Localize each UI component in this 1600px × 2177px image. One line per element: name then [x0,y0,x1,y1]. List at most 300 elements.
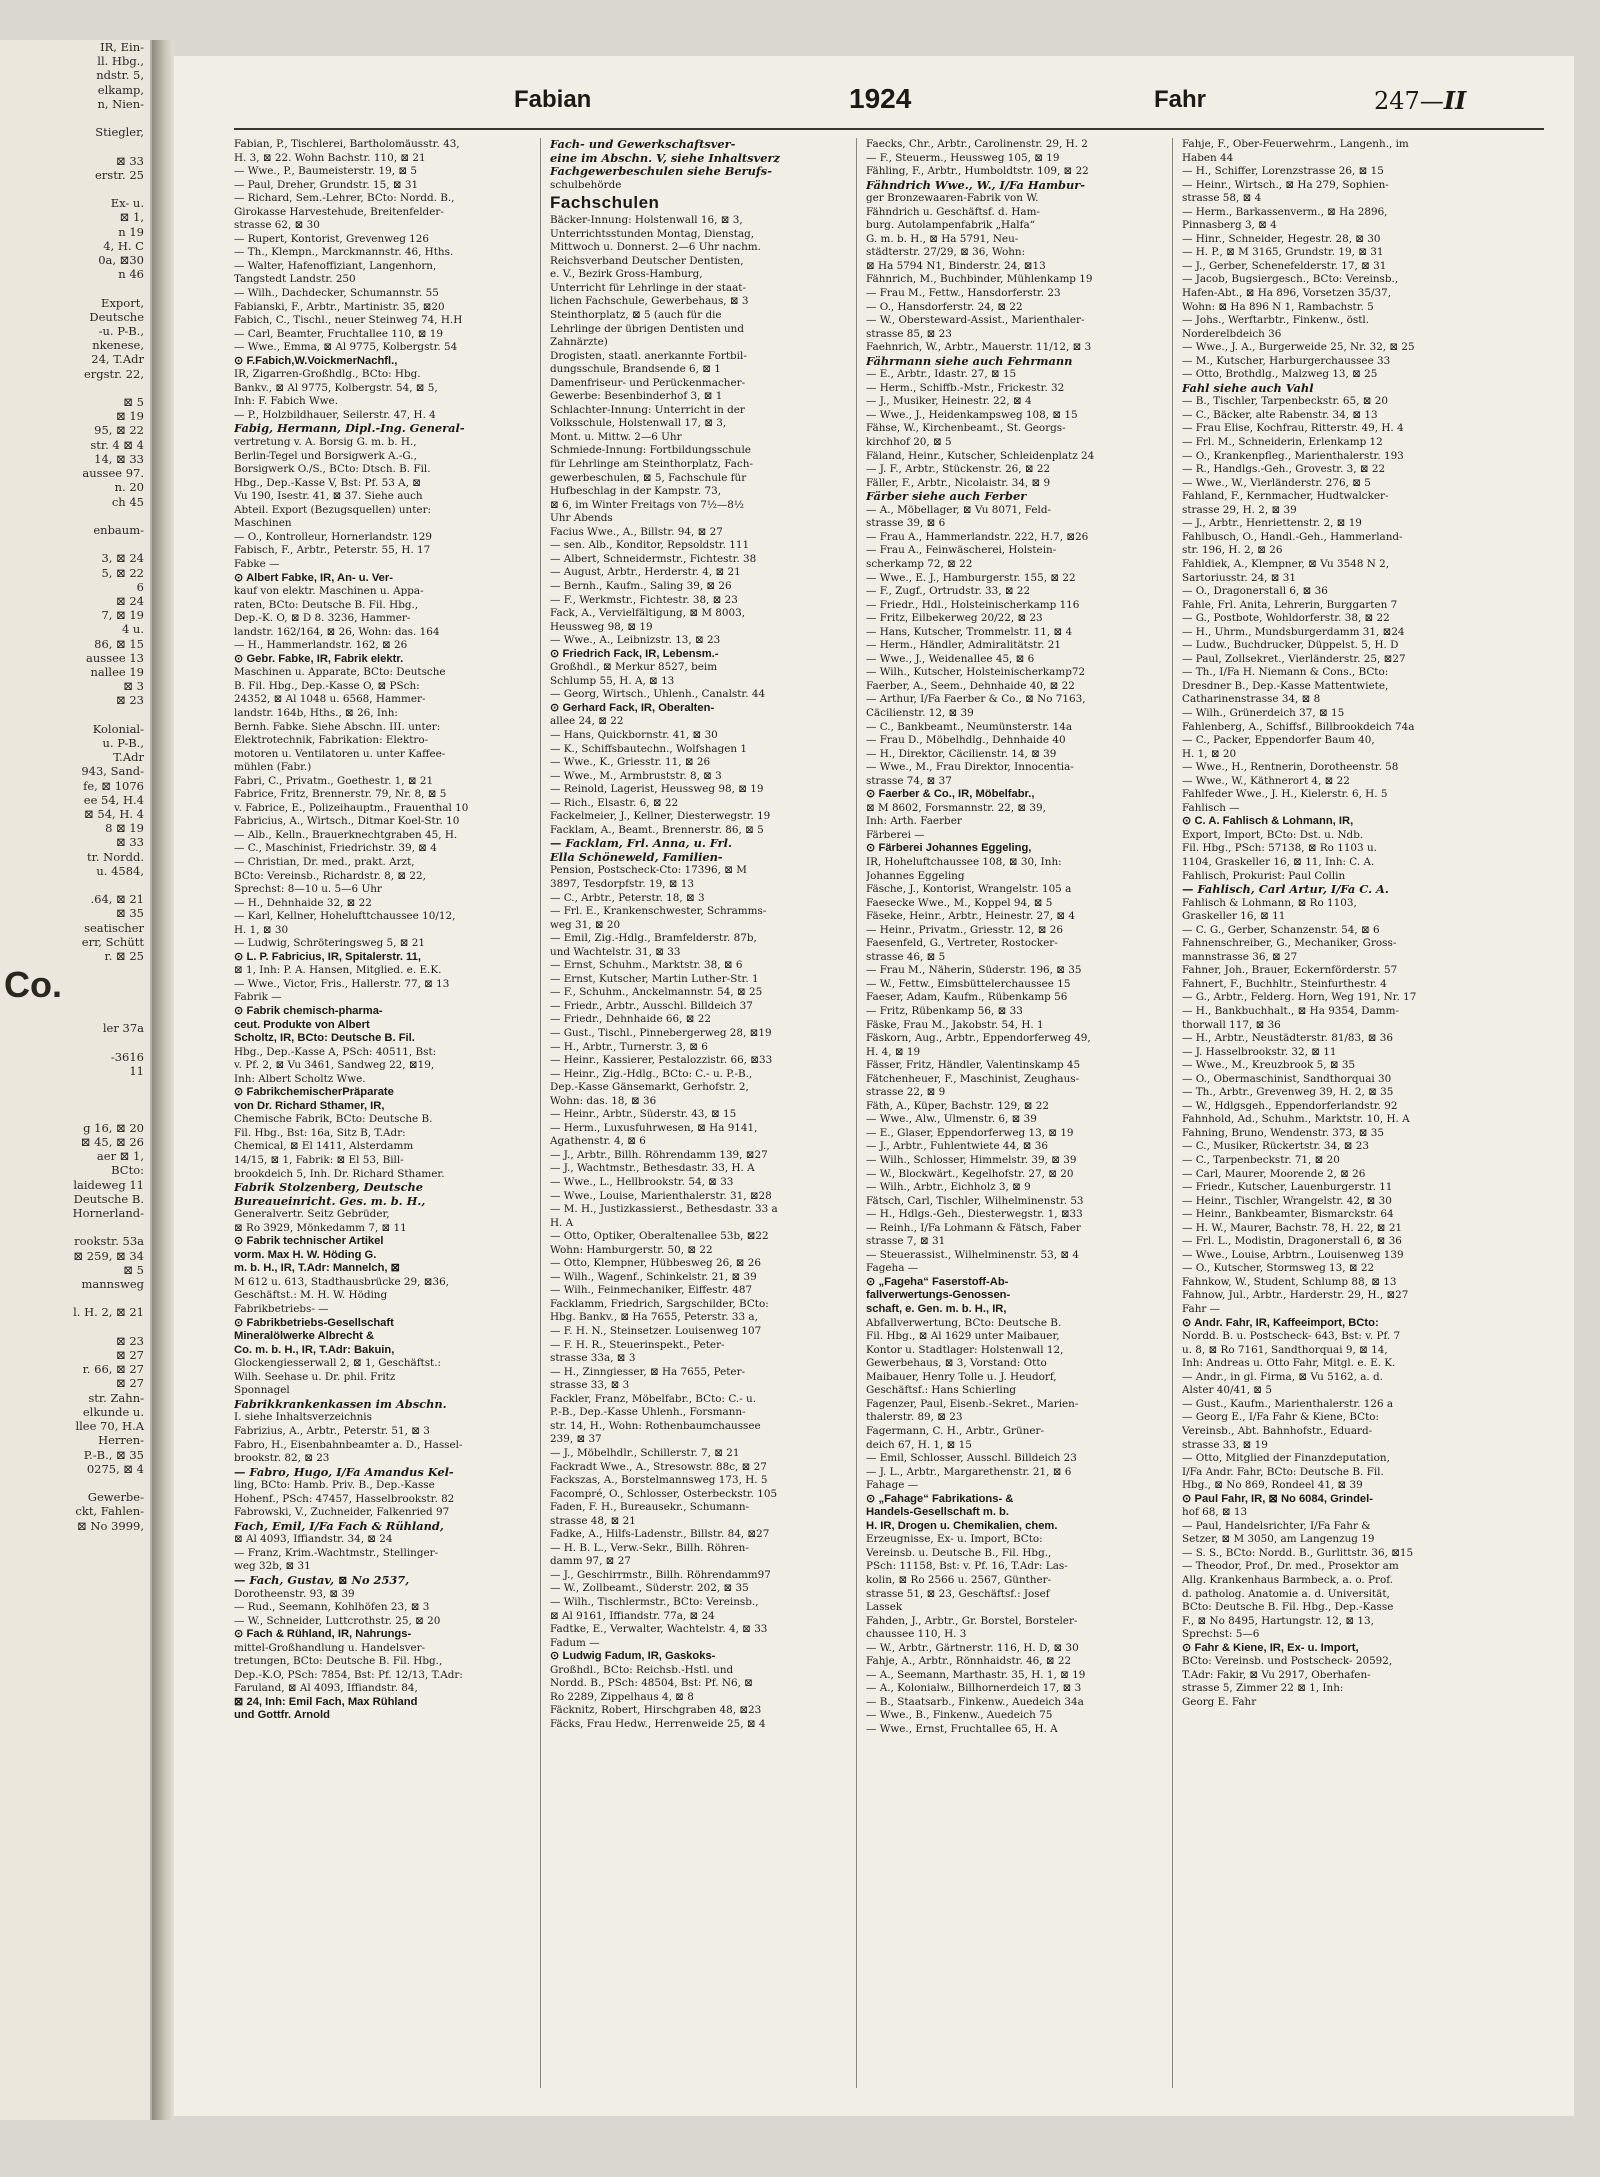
directory-entry: — H., Hammerlandstr. 162, ⊠ 26 [234,639,408,652]
directory-entry: Färber siehe auch Ferber [866,490,1027,504]
directory-entry: strasse 5, Zimmer 22 ⊠ 1, Inh: [1182,1682,1344,1695]
directory-entry: H. 3, ⊠ 22. Wohn Bachstr. 110, ⊠ 21 [234,151,426,164]
directory-entry: Fabricius, A., Wirtsch., Ditmar Koel-Str. 10 [234,815,460,828]
prev-page-fragment: ⊠ 23 [116,693,144,708]
directory-entry: — M. H., Justizkassierst., Bethesdastr. 33 a [550,1203,778,1216]
column-divider [856,138,857,2088]
directory-entry: ⊙ Paul Fahr, IR, ⊠ No 6084, Grindel- [1182,1492,1373,1505]
directory-entry: H. 4, ⊠ 19 [866,1045,921,1058]
directory-entry: ⊙ Andr. Fahr, IR, Kaffeeimport, BCto: [1182,1316,1379,1329]
directory-entry: — Frau M., Fettw., Hansdorferstr. 23 [866,287,1061,300]
prev-page-fragment: ⊠ 5 [123,1262,144,1277]
directory-entry: Unterricht für Lehrlinge in der staat- [550,281,746,294]
directory-entry: — Gust., Kaufm., Marienthalerstr. 126 a [1182,1397,1394,1410]
header-right-catchword: Fahr [1154,86,1207,113]
directory-entry: Fabrik — [234,991,282,1004]
page-header [174,56,1574,136]
prev-page-fragment: ch 45 [111,494,144,509]
directory-entry: — S. S., BCto: Nordd. B., Gurlittstr. 36, ⊠15 [1182,1546,1414,1559]
directory-entry: Steinthorplatz, ⊠ 5 (auch für die [550,309,722,322]
directory-entry: — H., Hdlgs.-Geh., Diesterwegstr. 1, ⊠33 [866,1208,1083,1221]
directory-entry: — Wilh., Dachdecker, Schumannstr. 55 [234,287,439,300]
directory-entry: — C., Arbtr., Peterstr. 18, ⊠ 3 [550,891,705,904]
directory-entry: — Wwe., A., Leibnizstr. 13, ⊠ 23 [550,634,721,647]
prev-page-large-fragment: Co. [4,964,62,1006]
prev-page-fragment: ler 37a [102,1021,144,1036]
directory-entry: Bankv., ⊠ Al 9775, Kolbergstr. 54, ⊠ 5, [234,381,438,394]
directory-entry: Dresdner B., Dep.-Kasse Mattentwiete, [1182,679,1389,692]
directory-entry: — Carl, Maurer, Moorende 2, ⊠ 26 [1182,1167,1366,1180]
prev-page-fragment: tr. Nordd. [86,849,144,864]
directory-entry: — J., Wachtmstr., Bethesdastr. 33, H. A [550,1162,755,1175]
prev-page-fragment: llee 70, H.A [75,1419,144,1434]
directory-entry: Fil. Hbg., Bst: 16a, Sitz B, T.Adr: [234,1126,406,1139]
directory-entry: Fäske, Frau M., Jakobstr. 54, H. 1 [866,1018,1044,1031]
directory-entry: Setzer, ⊠ M 3050, am Langenzug 19 [1182,1533,1375,1546]
directory-entry: Fagermann, C. H., Arbtr., Grüner- [866,1424,1044,1437]
directory-entry: — C., Maschinist, Friedrichstr. 39, ⊠ 4 [234,842,437,855]
directory-entry: — O., Hansdorferstr. 24, ⊠ 22 [866,300,1023,313]
directory-entry: weg 31, ⊠ 20 [550,918,621,931]
previous-page-fragment [0,40,152,2120]
directory-entry: — R., Handlgs.-Geh., Grovestr. 3, ⊠ 22 [1182,463,1386,476]
directory-entry: Erzeugnisse, Ex- u. Import, BCto: [866,1533,1043,1546]
directory-entry: scherkamp 72, ⊠ 22 [866,557,973,570]
directory-entry: — Wwe., H., Rentnerin, Dorotheenstr. 58 [1182,761,1399,774]
directory-entry: Fahlbusch, O., Handl.-Geh., Hammerland- [1182,530,1403,543]
directory-entry: Graskeller 16, ⊠ 11 [1182,910,1286,923]
directory-entry: brookstr. 82, ⊠ 23 [234,1452,330,1465]
directory-entry: — Rupert, Kontorist, Grevenweg 126 [234,232,429,245]
directory-entry: — Th., Arbtr., Grevenweg 39, H. 2, ⊠ 35 [1182,1086,1394,1099]
prev-page-fragment: ⊠ 35 [116,906,144,921]
directory-entry: — J., Musiker, Heinestr. 22, ⊠ 4 [866,395,1032,408]
directory-entry: Hafen-Abt., ⊠ Ha 896, Vorsetzen 35/37, [1182,287,1391,300]
directory-entry: — Frau A., Feinwäscherei, Holstein- [866,544,1057,557]
directory-entry: strasse 22, ⊠ 9 [866,1086,946,1099]
directory-entry: Vu 190, Isestr. 41, ⊠ 37. Siehe auch [234,490,423,503]
directory-entry: Fahlisch & Lohmann, ⊠ Ro 1103, [1182,896,1357,909]
directory-entry: — H., Uhrm., Mundsburgerdamm 31, ⊠24 [1182,625,1405,638]
directory-entry: Fach, Emil, I/Fa Fach & Rühland, [234,1519,444,1533]
directory-entry: — F. H. R., Steuerinspekt., Peter- [550,1338,725,1351]
directory-entry: Fabri, C., Privatm., Goethestr. 1, ⊠ 21 [234,774,434,787]
directory-entry: — Wwe., Emma, ⊠ Al 9775, Kolbergstr. 54 [234,341,458,354]
prev-page-fragment: laideweg 11 [73,1177,144,1192]
prev-page-fragment: 4, H. C [103,238,144,253]
directory-entry: — Wwe., M., Kreuzbrook 5, ⊠ 35 [1182,1059,1356,1072]
directory-entry: Abfallverwertung, BCto: Deutsche B. [866,1316,1062,1329]
directory-entry: kauf von elektr. Maschinen u. Appa- [234,585,424,598]
directory-entry: — E., Glaser, Eppendorferweg 13, ⊠ 19 [866,1126,1074,1139]
directory-entry: Fäskorn, Aug., Arbtr., Eppendorferweg 49, [866,1032,1091,1045]
directory-entry: Fahl siehe auch Vahl [1182,381,1314,395]
directory-entry: brookdeich 5, Inh. Dr. Richard Sthamer. [234,1167,445,1180]
prev-page-fragment: Gewerbe- [87,1490,144,1505]
directory-entry: — Wilh., Grünerdeich 37, ⊠ 15 [1182,706,1345,719]
directory-entry: Gewerbehaus, ⊠ 3, Vorstand: Otto [866,1357,1047,1370]
prev-page-fragment [0,1107,150,1121]
directory-entry: Fäland, Heinr., Kutscher, Schleidenplatz 24 [866,449,1095,462]
directory-entry: allee 24, ⊠ 22 [550,715,624,728]
prev-page-fragment: ndstr. 5, [96,68,144,83]
directory-entry: — H., Schiffer, Lorenzstrasse 26, ⊠ 15 [1182,165,1384,178]
directory-entry: Fahlfeder Wwe., J. H., Kielerstr. 6, H. 5 [1182,788,1388,801]
directory-entry: ⊙ Fabrikbetriebs-Gesellschaft [234,1316,394,1329]
directory-entry: — Fahlisch, Carl Artur, I/Fa C. A. [1182,883,1389,897]
directory-entry: Abteil. Export (Bezugsquellen) unter: [234,503,432,516]
directory-entry: — Johs., Werftarbtr., Finkenw., östl. [1182,314,1370,327]
directory-entry: — Friedr., Dehnhaide 66, ⊠ 22 [550,1013,711,1026]
directory-entry: Hbg. Bankv., ⊠ Ha 7655, Peterstr. 33 a, [550,1311,758,1324]
directory-entry: — Paul, Dreher, Grundstr. 15, ⊠ 31 [234,178,419,191]
prev-page-fragment: 7, ⊠ 19 [101,608,144,623]
directory-entry: — W., Zollbeamt., Süderstr. 202, ⊠ 35 [550,1582,749,1595]
header-left-catchword: Fabian [514,86,592,113]
header-year: 1924 [849,83,912,114]
prev-page-fragment: aer ⊠ 1, [96,1149,144,1164]
directory-entry: Fähling, F., Arbtr., Humboldtstr. 109, ⊠ 22 [866,165,1089,178]
column-4 [1182,138,1478,2088]
directory-entry: — Georg, Wirtsch., Uhlenh., Canalstr. 44 [550,688,766,701]
prev-page-fragment [0,537,150,551]
directory-entry: Fahje, A., Arbtr., Rönnhaidstr. 46, ⊠ 22 [866,1655,1072,1668]
directory-entry: H. IR, Drogen u. Chemikalien, chem. [866,1519,1058,1532]
directory-entry: Großhdl., ⊠ Merkur 8527, beim [550,661,718,674]
directory-entry: — Theodor, Prof., Dr. med., Prosektor am [1182,1560,1399,1573]
directory-entry: — Karl, Kellner, Hohelufttchaussee 10/12, [234,910,456,923]
directory-entry: landstr. 164b, Hths., ⊠ 26, Inh: [234,706,398,719]
directory-entry: — C., Musiker, Rückertstr. 34, ⊠ 23 [1182,1140,1369,1153]
directory-entry: — Friedr., Hdl., Holsteinischerkamp 116 [866,598,1080,611]
prev-page-fragment [0,1092,150,1106]
directory-entry: e. V., Bezirk Gross-Hamburg, [550,268,703,281]
directory-entry: str. 196, H. 2, ⊠ 26 [1182,544,1283,557]
directory-entry: — Franz, Krim.-Wachtmstr., Stellinger- [234,1546,439,1559]
directory-entry: — J., Arbtr., Billh. Röhrendamm 139, ⊠27 [550,1148,768,1161]
directory-entry: strasse 46, ⊠ 5 [866,950,946,963]
directory-entry: damm 97, ⊠ 27 [550,1555,631,1568]
directory-entry: Faerber, A., Seem., Dehnhaide 40, ⊠ 22 [866,679,1075,692]
prev-page-fragment: erstr. 25 [94,167,144,182]
directory-entry: ling, BCto: Hamb. Priv. B., Dep.-Kasse [234,1479,435,1492]
directory-entry: Fabich, C., Tischl., neuer Steinweg 74, H.H [234,314,463,327]
column-1 [234,138,530,2088]
directory-entry: Sprechst: 8—10 u. 5—6 Uhr [234,883,382,896]
directory-entry: Damenfriseur- und Perückenmacher- [550,376,746,389]
prev-page-fragment: r. ⊠ 25 [104,949,144,963]
directory-entry: — O., Obermaschinist, Sandthorquai 30 [1182,1072,1392,1085]
prev-page-fragment: -3616 [110,1049,144,1064]
directory-entry: — F., Zugf., Ortrudstr. 33, ⊠ 22 [866,585,1031,598]
directory-entry: Uhr Abends [550,512,613,525]
prev-page-fragment: seatischer [84,920,144,935]
directory-entry: — O., Krankenpfleg., Marienthalerstr. 193 [1182,449,1404,462]
prev-page-fragment: err, Schütt [81,934,144,949]
directory-entry: — J., Gerber, Schenefelderstr. 17, ⊠ 31 [1182,259,1387,272]
directory-entry: Fätsch, Carl, Tischler, Wilhelminenstr. 53 [866,1194,1084,1207]
directory-entry: H. 1, ⊠ 30 [234,923,289,936]
prev-page-fragment: ⊠ 259, ⊠ 34 [73,1248,144,1263]
directory-entry: Pension, Postscheck-Cto: 17396, ⊠ M [550,864,747,877]
prev-page-fragment: ⊠ 27 [116,1348,144,1363]
directory-entry: strasse 7, ⊠ 31 [866,1235,946,1248]
directory-entry: — Albert, Schneidermstr., Fichtestr. 38 [550,552,757,565]
directory-entry: — B., Tischler, Tarpenbeckstr. 65, ⊠ 20 [1182,395,1388,408]
directory-entry: — Facklam, Frl. Anna, u. Frl. [550,837,732,851]
prev-page-fragment: ckt, Fahlen- [75,1504,144,1519]
directory-entry: mannstrasse 36, ⊠ 27 [1182,950,1298,963]
directory-entry: Fahje, F., Ober-Feuerwehrm., Langenh., im [1182,138,1409,150]
directory-entry: — Jacob, Bugsiergesch., BCto: Vereinsb., [1182,273,1399,286]
directory-entry: Facius Wwe., A., Billstr. 94, ⊠ 27 [550,525,723,538]
prev-page-fragment: Kolonial- [92,721,144,736]
directory-entry: Co. m. b. H., IR, T.Adr: Bakuin, [234,1343,395,1356]
directory-entry: — H. W., Maurer, Bachstr. 78, H. 22, ⊠ 21 [1182,1221,1403,1234]
directory-entry: — Wwe., Alw., Ulmenstr. 6, ⊠ 39 [866,1113,1037,1126]
directory-entry: — J., Arbtr., Fuhlentwiete 44, ⊠ 36 [866,1140,1048,1153]
directory-entry: — Heinr., Privatm., Griesstr. 12, ⊠ 26 [866,923,1064,936]
directory-entry: m. b. H., IR, T.Adr: Mannelch, ⊠ [234,1262,401,1275]
prev-page-fragment: enbaum- [93,522,144,537]
directory-entry: ⊠ 24, Inh: Emil Fach, Max Rühland [234,1695,418,1708]
directory-entry: vorm. Max H. W. Höding G. [234,1248,377,1261]
directory-entry: — Frau D., Möbelhdlg., Dehnhaide 40 [866,734,1066,747]
prev-page-fragment: ⊠ No 3999, [77,1518,144,1533]
prev-page-fragment: aussee 13 [86,650,144,665]
prev-page-fragment: ⊠ 33 [116,153,144,168]
prev-page-fragment [0,878,150,892]
directory-entry: — Wwe., W., Vierländerstr. 276, ⊠ 5 [1182,476,1371,489]
prev-page-fragment: u. P-B., [102,735,144,750]
directory-entry: Pinnasberg 3, ⊠ 4 [1182,219,1277,232]
directory-entry: — H., Arbtr., Neustädterstr. 81/83, ⊠ 36 [1182,1032,1393,1045]
directory-entry: — Wwe., Ernst, Fruchtallee 65, H. A [866,1722,1058,1735]
prev-page-fragment: n 19 [118,224,144,239]
directory-entry: — H., Bankbuchhalt., ⊠ Ha 9354, Damm- [1182,1005,1399,1017]
directory-entry: — Frau Elise, Kochfrau, Ritterstr. 49, H. 4 [1182,422,1404,435]
directory-entry: Agathenstr. 4, ⊠ 6 [550,1135,646,1148]
directory-entry: chaussee 110, H. 3 [866,1628,967,1641]
directory-entry: — J., Arbtr., Henriettenstr. 2, ⊠ 19 [1182,517,1362,530]
directory-entry: Fabrik Stolzenberg, Deutsche [234,1181,424,1195]
directory-entry: — Ernst, Kutscher, Martin Luther-Str. 1 [550,972,759,985]
directory-entry: H. 1, ⊠ 20 [1182,747,1237,760]
directory-entry: — H. P., ⊠ M 3165, Grundstr. 19, ⊠ 31 [1182,246,1384,259]
directory-entry: Dep.-Kasse Gänsemarkt, Gerhofstr. 2, [550,1081,749,1094]
prev-page-fragment [0,281,150,295]
directory-entry: Hbg., ⊠ No 869, Rondeel 41, ⊠ 39 [1182,1479,1363,1492]
prev-page-fragment: g 16, ⊠ 20 [83,1120,144,1135]
directory-entry: Fadke, A., Hilfs-Ladenstr., Billstr. 84, ⊠27 [550,1528,770,1541]
directory-entry: Fahden, J., Arbtr., Gr. Borstel, Borsteler- [866,1614,1078,1627]
directory-entry: Wohn: das. 18, ⊠ 36 [550,1094,657,1107]
directory-entry: Sprechst: 5—6 [1182,1628,1260,1641]
directory-entry: Fäcknitz, Robert, Hirschgraben 48, ⊠23 [550,1704,762,1717]
directory-entry: Faden, F. H., Bureausekr., Schumann- [550,1501,750,1514]
directory-entry: — W., Blockwärt., Kegelhofstr. 27, ⊠ 20 [866,1167,1074,1180]
directory-entry: — Wwe., M., Armbruststr. 8, ⊠ 3 [550,769,722,782]
directory-entry: Volksschule, Holstenwall 17, ⊠ 3, [550,417,727,430]
directory-entry: Fabrikbetriebs- — [234,1303,329,1316]
prev-page-fragment: -u. P-B., [98,324,144,339]
directory-entry: Fähndrich u. Geschäftsf. d. Ham- [866,205,1040,218]
directory-entry: Sponnagel [234,1384,290,1397]
directory-entry: Fabig, Hermann, Dipl.-Ing. General- [234,422,465,436]
directory-entry: — F., Werkmstr., Fichtestr. 38, ⊠ 23 [550,593,738,606]
directory-entry: — F., Steuerm., Heussweg 105, ⊠ 19 [866,151,1060,164]
directory-entry: Unterrichtsstunden Montag, Dienstag, [550,227,755,240]
directory-entry: B. Fil. Hbg., Dep.-Kasse O, ⊠ PSch: [234,679,420,692]
directory-entry: — W., Obersteward-Assist., Marienthaler- [866,314,1085,327]
directory-entry: lichen Fachschule, Gewerbehaus, ⊠ 3 [550,295,749,308]
directory-entry: — Heinr., Arbtr., Süderstr. 43, ⊠ 15 [550,1108,737,1121]
directory-entry: Dep.-K.O, PSch: 7854, Bst: Pf. 12/13, T.Adr: [234,1668,463,1681]
directory-entry: Schlump 55, H. A, ⊠ 13 [550,674,675,687]
directory-entry: str. 14, H., Wohn: Rothenbaumchaussee [550,1419,761,1432]
prev-page-fragment: IR, Ein- [100,40,144,54]
directory-entry: — Heinr., Zig.-Hdlg., BCto: C.- u. P.-B., [550,1067,753,1080]
prev-page-fragment [0,1220,150,1234]
directory-entry: — H., Zinngiesser, ⊠ Ha 7655, Peter- [550,1365,746,1378]
directory-entry: Mittwoch u. Donnerst. 2—6 Uhr nachm. [550,241,761,254]
directory-entry: — C., Bankbeamt., Neumünsterstr. 14a [866,720,1073,733]
directory-entry: — Emil, Zig.-Hdlg., Bramfelderstr. 87b, [550,932,757,945]
directory-entry: — J. F., Arbtr., Stückenstr. 26, ⊠ 22 [866,463,1051,476]
directory-entry: Fabianski, F., Arbtr., Martinistr. 35, ⊠20 [234,300,445,313]
prev-page-fragment: Hornerland- [72,1206,144,1221]
directory-entry: Cäcilienstr. 12, ⊠ 39 [866,706,974,719]
directory-entry: strasse 48, ⊠ 21 [550,1514,636,1527]
directory-entry: Dep.-K. O, ⊠ D 8. 3236, Hammer- [234,612,411,625]
directory-entry: schulbehörde [550,178,622,191]
directory-entry: — Ernst, Schuhm., Marktstr. 38, ⊠ 6 [550,959,743,972]
directory-entry: ⊙ „Fahage“ Fabrikations- & [866,1492,1014,1505]
directory-entry: strasse 33, ⊠ 19 [1182,1438,1268,1451]
directory-entry: — Ludwig, Schröteringsweg 5, ⊠ 21 [234,937,425,950]
directory-entry: Nordd. B., PSch: 48504, Bst: Pf. N6, ⊠ [550,1677,753,1690]
directory-entry: Fäcks, Frau Hedw., Herrenweide 25, ⊠ 4 [550,1717,766,1730]
directory-entry: — E., Arbtr., Idastr. 27, ⊠ 15 [866,368,1017,381]
prev-page-fragment [0,1320,150,1334]
directory-entry: — Wilh., Feinmechaniker, Eiffestr. 487 [550,1284,753,1297]
directory-entry: ⊙ „Fageha“ Faserstoff-Ab- [866,1275,1009,1288]
directory-entry: tretungen, BCto: Deutsche B. Fil. Hbg., [234,1655,443,1668]
directory-entry: — Wilh., Tischlermstr., BCto: Vereinsb., [550,1595,759,1608]
directory-entry: 24352, ⊠ Al 1048 u. 6568, Hammer- [234,693,426,706]
prev-page-fragment: 943, Sand- [81,764,144,779]
directory-entry: — H., Direktor, Cäcilienstr. 14, ⊠ 39 [866,747,1057,760]
directory-entry: — Heinr., Bankbeamter, Bismarckstr. 64 [1182,1208,1394,1221]
prev-page-fragment: 95, ⊠ 22 [94,423,144,438]
directory-entry: BCto: Vereinsb., Richardstr. 8, ⊠ 22, [234,869,426,882]
directory-entry: deich 67, H. 1, ⊠ 15 [866,1438,972,1451]
directory-entry: — C., Packer, Eppendorfer Baum 40, [1182,734,1375,747]
directory-entry: — Frl. L., Modistin, Dragonerstall 6, ⊠ 36 [1182,1235,1402,1248]
column-divider [540,138,541,2088]
directory-entry: strasse 62, ⊠ 30 [234,219,320,232]
directory-entry: — K., Schiffsbautechn., Wolfshagen 1 [550,742,748,755]
prev-page-fragment [0,1036,150,1050]
directory-entry: Maibauer, Henry Tolle u. J. Heudorf, [866,1370,1057,1383]
directory-entry: — J. L., Arbtr., Margarethenstr. 21, ⊠ 6 [866,1465,1072,1478]
directory-entry: — Wwe., W., Käthnerort 4, ⊠ 22 [1182,774,1350,787]
directory-entry: Berlin-Tegel und Borsigwerk A.-G., [234,449,417,462]
directory-entry: Fahnhold, Ad., Schuhm., Marktstr. 10, H. A [1182,1113,1410,1126]
directory-entry: Facklamm, Friedrich, Sargschilder, BCto: [550,1297,769,1310]
directory-entry: Fahlisch, Prokurist: Paul Collin [1182,869,1346,882]
directory-entry: Fageha — [866,1262,919,1275]
directory-entry: — Gust., Tischl., Pinnebergerweg 28, ⊠19 [550,1027,772,1039]
directory-entry: und Wachtelstr. 31, ⊠ 33 [550,945,681,958]
directory-entry: gewerbeschulen, ⊠ 5, Fachschule für [550,471,747,484]
directory-entry: Heussweg 98, ⊠ 19 [550,620,653,633]
prev-page-fragment: 3, ⊠ 24 [101,551,144,566]
prev-page-fragment: ee 54, H.4 [83,792,144,807]
directory-entry: — Frau A., Hammerlandstr. 222, H.7, ⊠26 [866,530,1089,543]
prev-page-fragment: ergstr. 22, [83,366,144,381]
directory-entry: Fährmann siehe auch Fehrmann [866,354,1073,368]
directory-entry: und Gottfr. Arnold [234,1709,330,1722]
directory-entry: Fahlenberg, A., Schiffsf., Billbrookdeich 74a [1182,720,1415,733]
prev-page-fragment [0,1291,150,1305]
directory-entry: — Christian, Dr. med., prakt. Arzt, [234,855,415,868]
prev-page-fragment: mannsweg [81,1277,144,1292]
directory-entry: Sartoriusstr. 24, ⊠ 31 [1182,571,1297,584]
directory-entry: Fadtke, E., Verwalter, Wachtelstr. 4, ⊠ 33 [550,1623,768,1636]
prev-page-fragment: 24, T.Adr [91,352,144,367]
prev-page-fragment: .64, ⊠ 21 [90,892,144,907]
directory-entry: Geschäftsf.: Hans Schierling [866,1384,1017,1397]
directory-entry: — Walter, Hafenoffiziant, Langenhorn, [234,259,437,272]
directory-entry: — Arthur, I/Fa Faerber & Co., ⊠ No 7163, [866,693,1086,706]
directory-entry: — W., Hdlgsgeh., Eppendorferlandstr. 92 [1182,1099,1398,1112]
directory-entry: Inh: Andreas u. Otto Fahr, Mitgl. e. E. K. [1182,1357,1396,1370]
directory-entry: Fabrikkrankenkassen im Abschn. [234,1397,447,1411]
directory-entry: — Wwe., Louise, Marienthalerstr. 31, ⊠28 [550,1189,772,1202]
prev-page-fragment: ⊠ 45, ⊠ 26 [80,1135,144,1150]
directory-entry: — Rich., Elsastr. 6, ⊠ 22 [550,796,679,809]
directory-entry: — G., Arbtr., Felderg. Horn, Weg 191, Nr. 17 [1182,991,1417,1004]
directory-entry: u. 8, ⊠ Ro 7161, Sandthorquai 9, ⊠ 14, [1182,1343,1388,1356]
directory-entry: Fabrice, Fritz, Brennerstr. 79, Nr. 8, ⊠ 5 [234,788,447,801]
prev-page-fragment: 14, ⊠ 33 [94,451,144,466]
directory-entry: — H., Arbtr., Turnerstr. 3, ⊠ 6 [550,1040,708,1053]
directory-entry: Hbg., Dep.-Kasse A, PSch: 40511, Bst: [234,1045,437,1058]
directory-entry: — Th., I/Fa H. Niemann & Cons., BCto: [1182,666,1389,679]
directory-entry: Gewerbe: Besenbinderhof 3, ⊠ 1 [550,390,723,403]
directory-entry: strasse 74, ⊠ 37 [866,774,952,787]
directory-entry: Fackradt Wwe., A., Stresowstr. 88c, ⊠ 27 [550,1460,767,1473]
directory-entry: — Fach, Gustav, ⊠ No 2537, [234,1573,410,1587]
directory-entry: Fahr — [1182,1303,1221,1316]
directory-entry: — Heinr., Wirtsch., ⊠ Ha 279, Sophien- [1182,178,1389,191]
prev-page-fragment: 4 u. [121,622,144,637]
directory-entry: ceut. Produkte von Albert [234,1018,370,1031]
directory-entry: Generalvertr. Seitz Gebrüder, [234,1208,390,1221]
directory-entry: — O., Kutscher, Stormsweg 13, ⊠ 22 [1182,1262,1375,1275]
prev-page-fragment: 86, ⊠ 15 [94,636,144,651]
prev-page-fragment: ⊠ 23 [116,1333,144,1348]
directory-entry: ⊙ L. P. Fabricius, IR, Spitalerstr. 11, [234,950,421,963]
directory-entry: Inh: F. Fabich Wwe. [234,395,339,408]
directory-entry: — Ludw., Buchdrucker, Düppelst. 5, H. D [1182,639,1399,652]
directory-entry: — C., Tarpenbeckstr. 71, ⊠ 20 [1182,1154,1340,1167]
directory-entry: ⊙ FabrikchemischerPräparate [234,1086,394,1099]
directory-entry: Faesecke Wwe., M., Koppel 94, ⊠ 5 [866,896,1053,909]
directory-entry: PSch: 11158, Bst: v. Pf. 16, T.Adr: Las- [866,1560,1068,1573]
column-3 [866,138,1162,2088]
